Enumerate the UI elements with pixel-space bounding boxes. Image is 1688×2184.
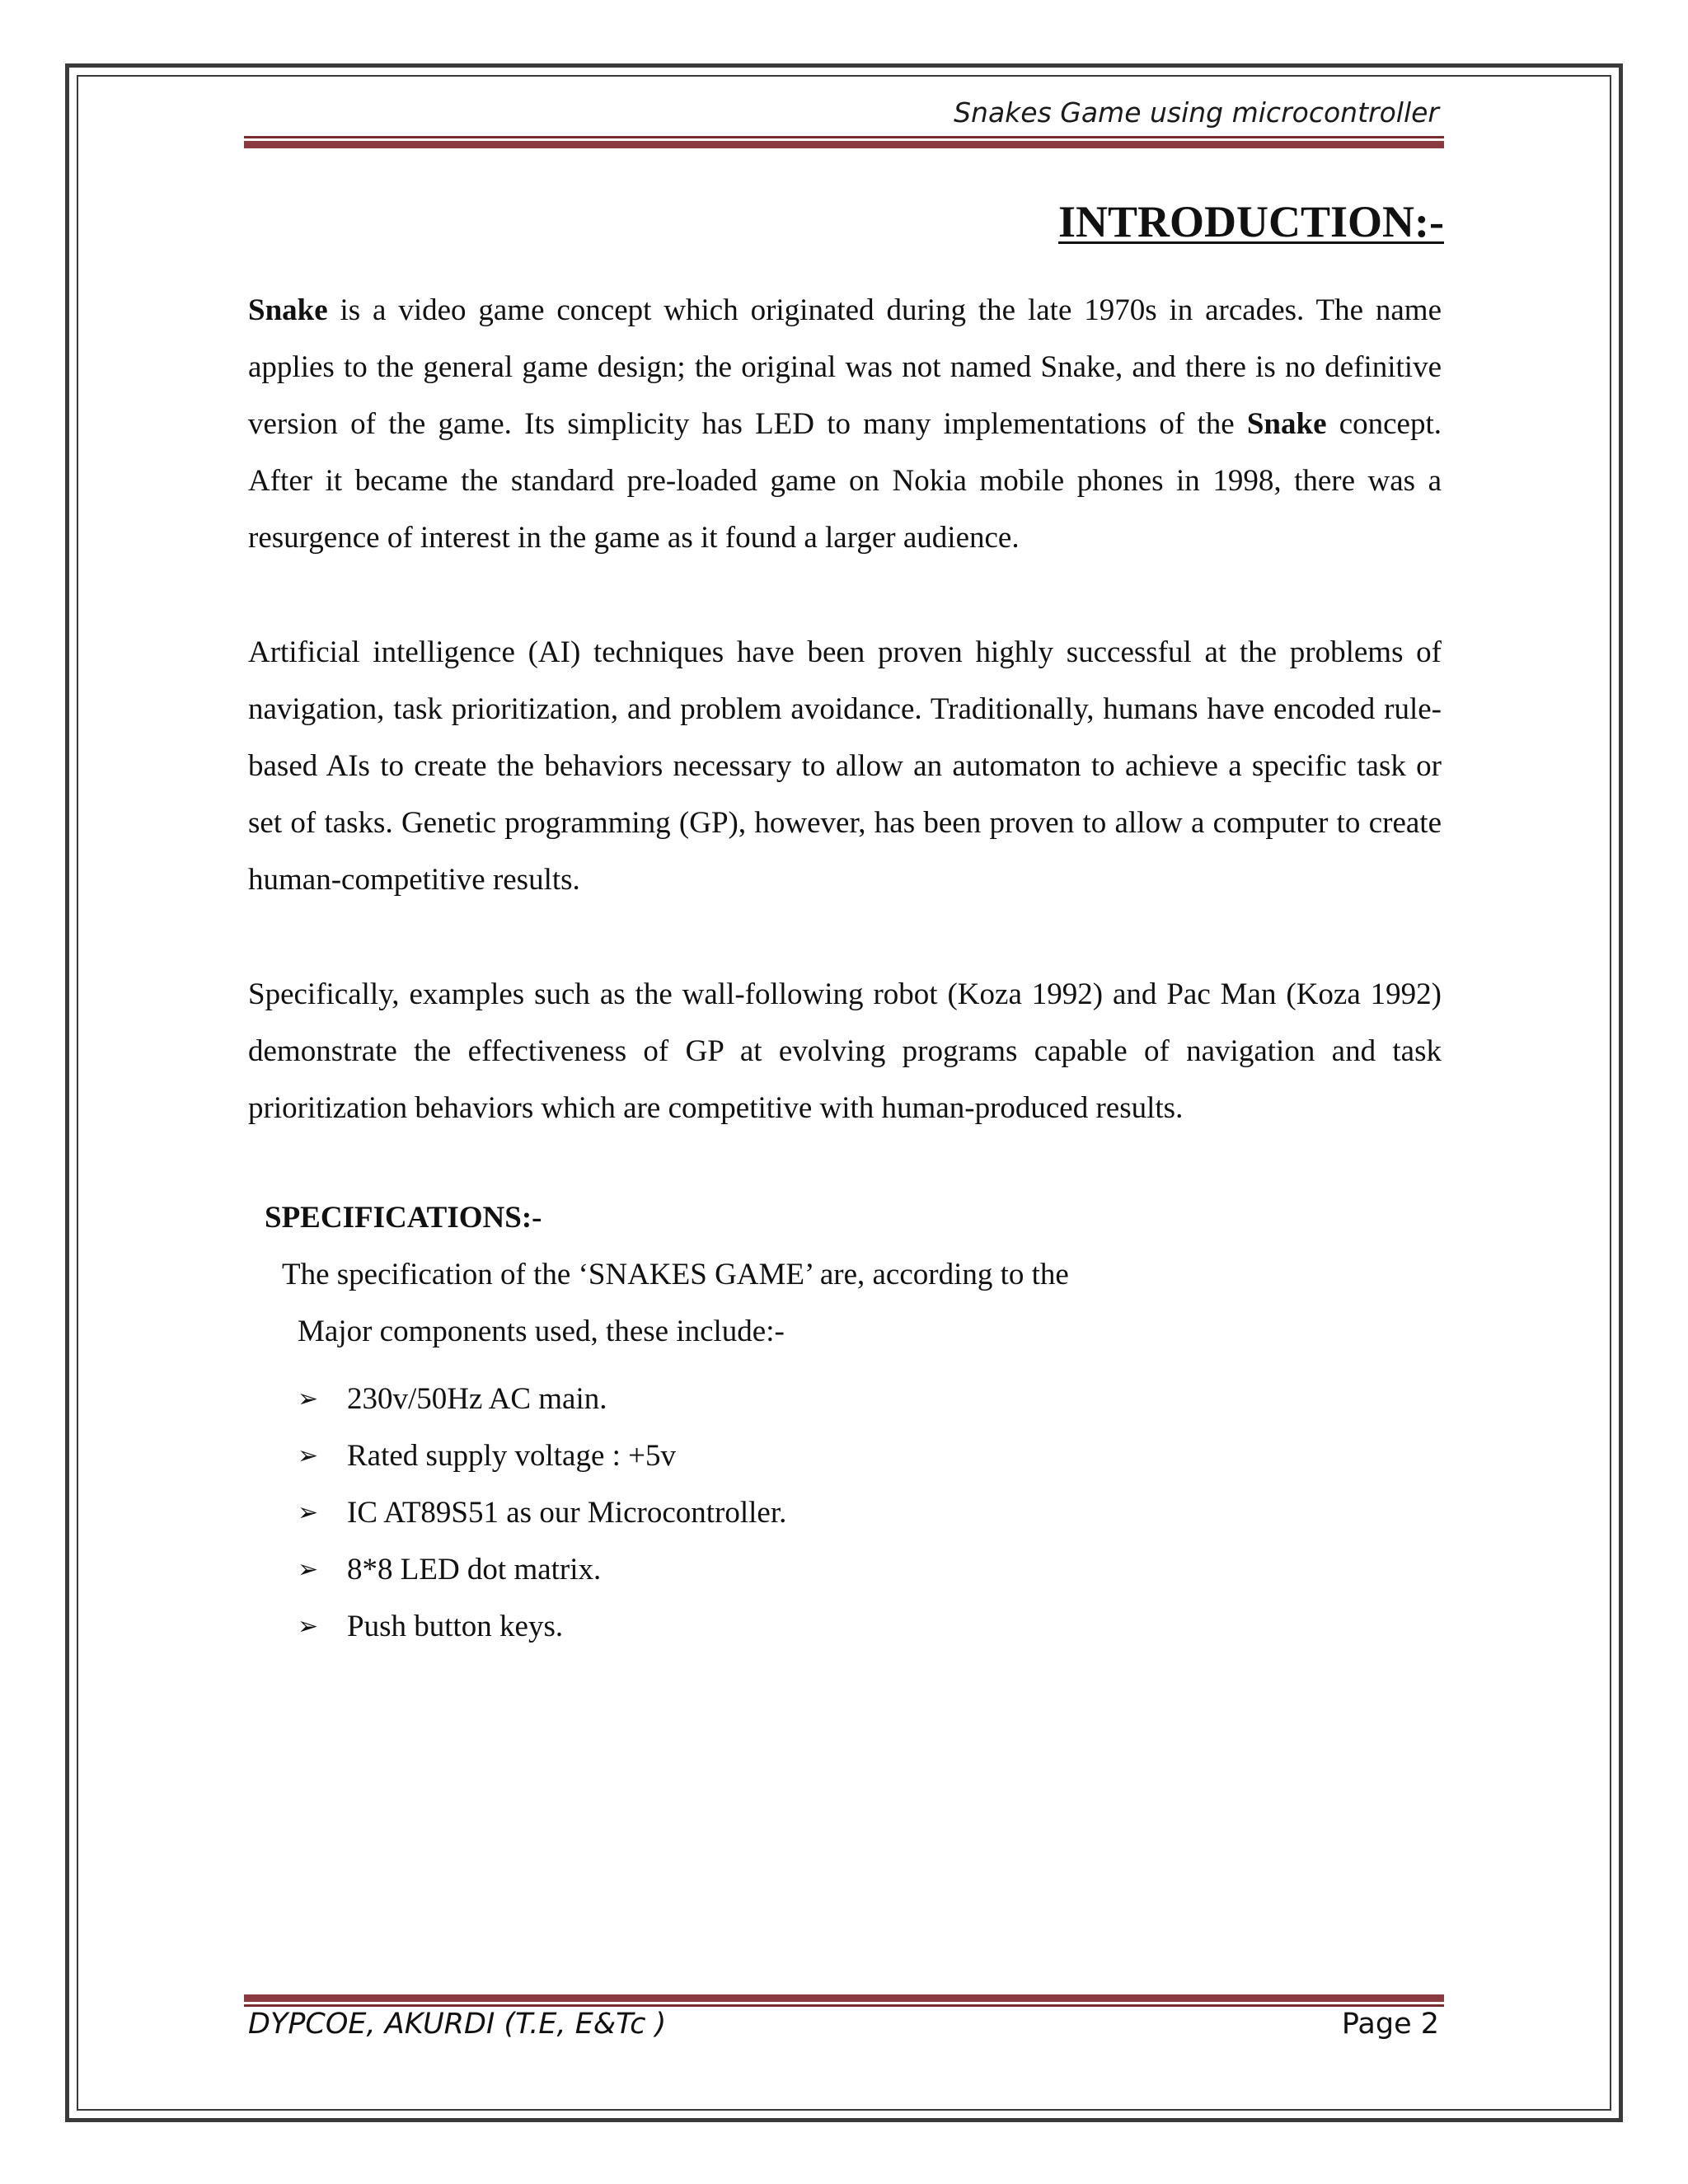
arrow-bullet-icon: ➢ bbox=[298, 1441, 319, 1470]
list-item-text: Rated supply voltage : +5v bbox=[347, 1439, 677, 1473]
header-rule bbox=[244, 136, 1444, 148]
list-item-text: IC AT89S51 as our Microcontroller. bbox=[347, 1496, 787, 1530]
list-item-text: 8*8 LED dot matrix. bbox=[347, 1553, 602, 1586]
paragraph-1-bold-mid: Snake bbox=[1246, 407, 1327, 441]
page-number: Page 2 bbox=[1341, 2008, 1439, 2041]
arrow-bullet-icon: ➢ bbox=[298, 1385, 319, 1413]
list-item bbox=[298, 1598, 786, 1655]
footer-rule bbox=[244, 1994, 1444, 2007]
list-item bbox=[298, 1541, 786, 1598]
footer-institution: DYPCOE, AKURDI (T.E, E&Tc ) bbox=[248, 2008, 667, 2041]
specifications-heading: SPECIFICATIONS:- bbox=[265, 1201, 542, 1235]
arrow-bullet-icon: ➢ bbox=[298, 1498, 319, 1527]
specifications-intro-line-1: The specification of the ‘SNAKES GAME’ are, according to the bbox=[282, 1258, 1069, 1291]
list-item-text: 230v/50Hz AC main. bbox=[347, 1382, 607, 1416]
paragraph-3: Specifically, examples such as the wall-following robot (Koza 1992) and Pac Man (Koza 1992) demonstrate the effectiveness of GP at evolving programs capable of navigation and task prioritization behaviors which are competitive with human-produced results. bbox=[248, 977, 1442, 1125]
paragraph-1-bold-start: Snake bbox=[248, 293, 328, 327]
arrow-bullet-icon: ➢ bbox=[298, 1612, 319, 1641]
paragraph-1-part-2: concept. After it became the standard pre-loaded game on Nokia mobile phones in 1998, there was a resurgence of interest in the game as it found a larger audience. bbox=[248, 407, 1442, 555]
list-item bbox=[298, 1427, 786, 1484]
arrow-bullet-icon: ➢ bbox=[298, 1555, 319, 1584]
specifications-list bbox=[298, 1371, 786, 1655]
list-item-text: Push button keys. bbox=[347, 1610, 564, 1643]
paragraph-1-part-1: is a video game concept which originated during the late 1970s in arcades. The name applies to the general game design; the original was not named Snake, and there is no definitive version of the game. Its simplicity has LED to many implementations of the bbox=[248, 293, 1442, 441]
paragraph-2: Artificial intelligence (AI) techniques have been proven highly successful at the problems of navigation, task prioritization, and problem avoidance. Traditionally, humans have encoded rule-based AIs to create the behaviors necessary to allow an automaton to achieve a specific task or set of tasks. Genetic programming (GP), however, has been proven to allow a computer to create human-competitive results. bbox=[248, 635, 1442, 897]
header-title: Snakes Game using microcontroller bbox=[954, 96, 1439, 129]
list-item bbox=[298, 1371, 786, 1427]
page-heading: INTRODUCTION:- bbox=[1057, 197, 1444, 246]
specifications-intro-line-2: Major components used, these include:- bbox=[298, 1315, 785, 1348]
paragraph-1 bbox=[248, 282, 1442, 566]
list-item bbox=[298, 1484, 786, 1541]
